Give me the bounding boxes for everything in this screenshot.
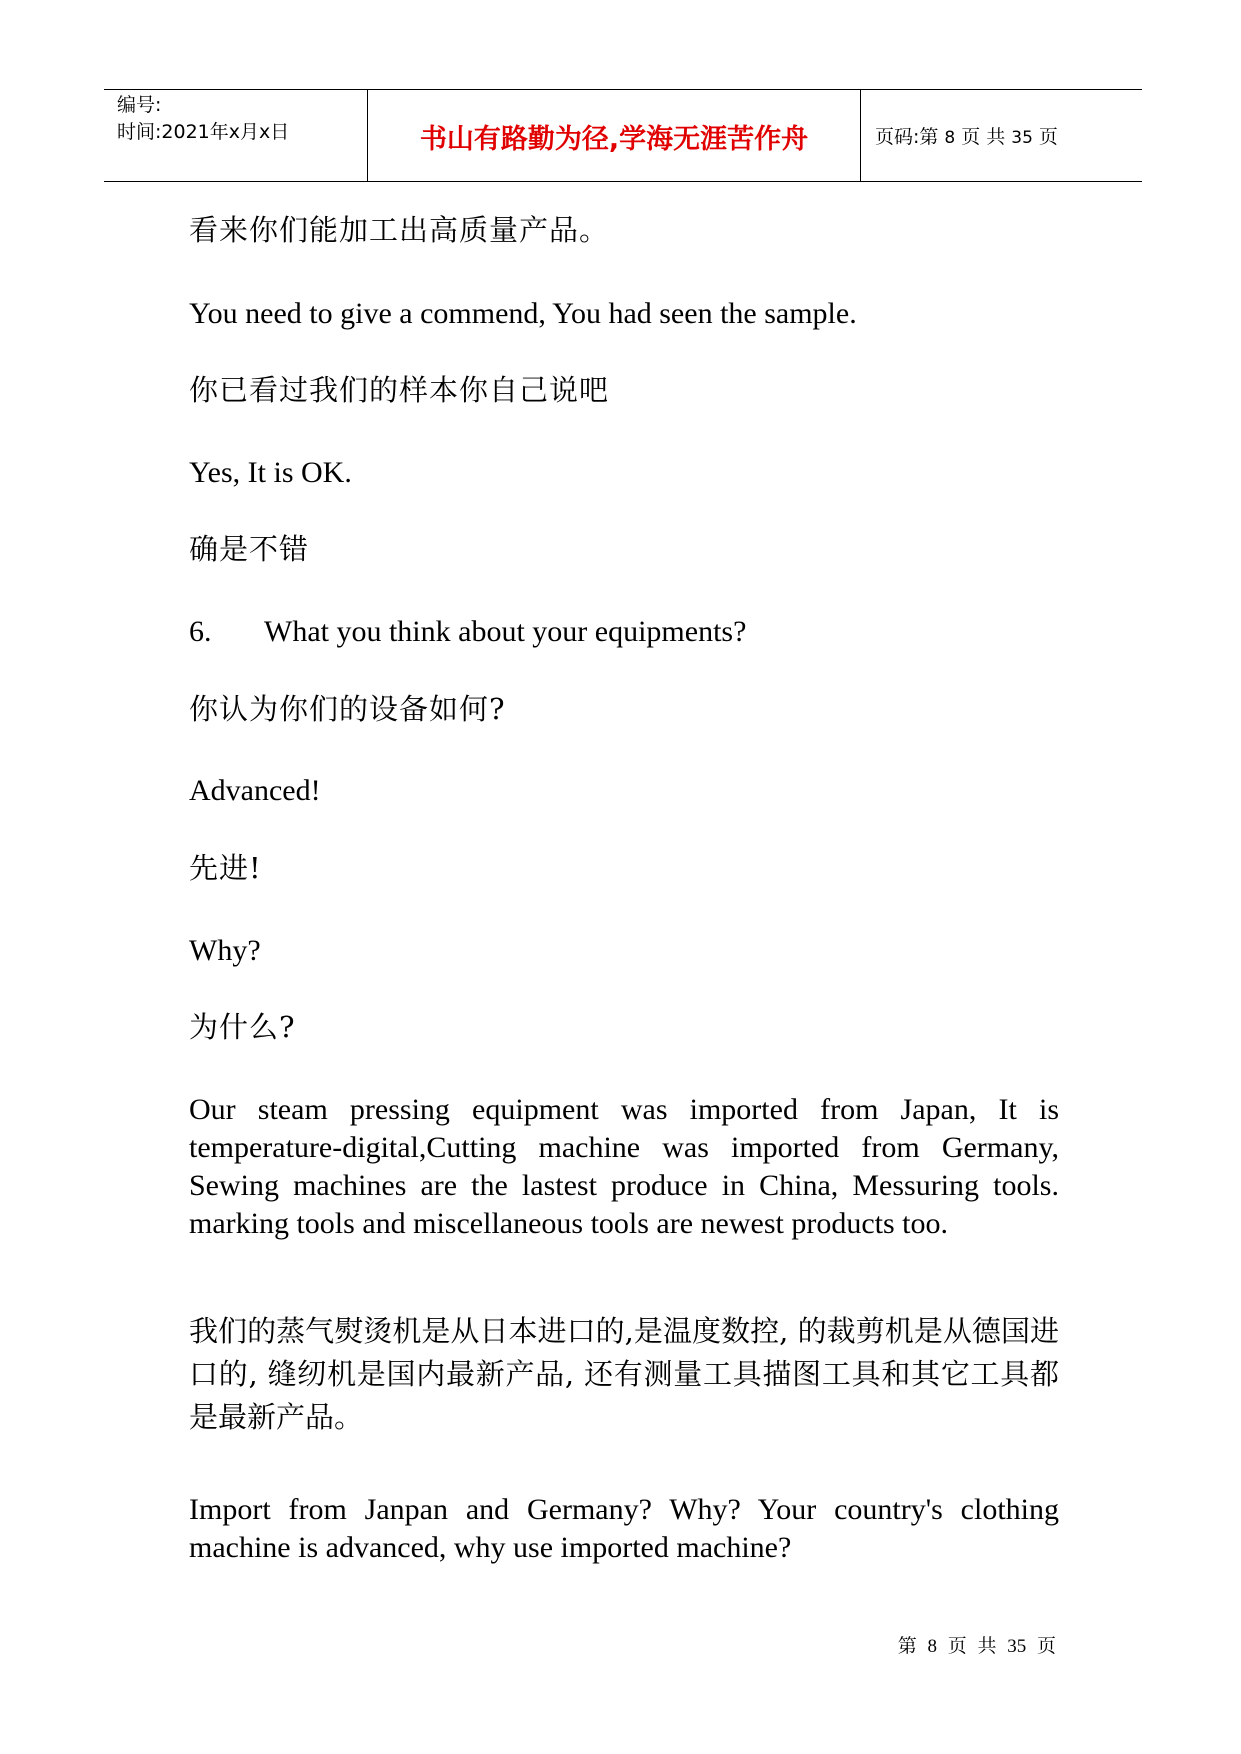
paragraph-english: Advanced! <box>189 774 321 807</box>
document-time-label: 时间:2021年x月x日 <box>117 121 290 143</box>
page-code-current: 8 <box>944 128 956 148</box>
paragraph-chinese: 我们的蒸气熨烫机是从日本进口的,是温度数控, 的裁剪机是从德国进口的, 缝纫机是国内最新产品, 还有测量工具描图工具和其它工具都是最新产品。 <box>189 1314 1059 1434</box>
paragraph-chinese: 你已看过我们的样本你自己说吧 <box>189 373 610 407</box>
paragraph-english: Yes, It is OK. <box>189 456 352 489</box>
page-code-mid: 页 共 <box>961 126 1006 148</box>
header-motto-cell <box>368 90 861 181</box>
page-header <box>104 89 1142 182</box>
paragraph-english: Why? <box>189 934 261 967</box>
header-motto: 书山有路勤为径,学海无涯苦作舟 <box>419 124 809 155</box>
paragraph-english: Import from Janpan and Germany? Why? Your country's clothing machine is advanced, why use imported machine? <box>189 1493 1059 1564</box>
page-code-total: 35 <box>1011 128 1033 148</box>
paragraph-chinese: 你认为你们的设备如何? <box>189 692 506 726</box>
paragraph-english: You need to give a commend, You had seen the sample. <box>189 297 857 330</box>
header-page-code <box>875 122 1058 149</box>
header-page-cell <box>861 90 1142 181</box>
page-footer: 第 8 页 共 35 页 <box>897 1636 1056 1657</box>
paragraph-chinese: 看来你们能加工出高质量产品。 <box>189 213 610 247</box>
document-number-label: 编号: <box>117 94 162 116</box>
question-item <box>189 613 1059 651</box>
question-text: What you think about your equipments? <box>264 615 747 648</box>
page-code-prefix: 页码:第 <box>875 126 939 148</box>
paragraph-english: Our steam pressing equipment was imported from Japan, It is temperature-digital,Cutting machine was imported from Germany, Sewing machines are the lastest produce in China, Messuring tools. marking tools and miscellaneous tools are newest products too. <box>189 1093 1059 1240</box>
paragraph-chinese: 先进! <box>189 851 262 885</box>
page-code-suffix: 页 <box>1038 126 1058 148</box>
header-meta-cell <box>104 90 368 181</box>
paragraph-chinese: 为什么? <box>189 1010 296 1044</box>
paragraph-chinese: 确是不错 <box>189 532 310 566</box>
question-number: 6. <box>189 615 212 648</box>
